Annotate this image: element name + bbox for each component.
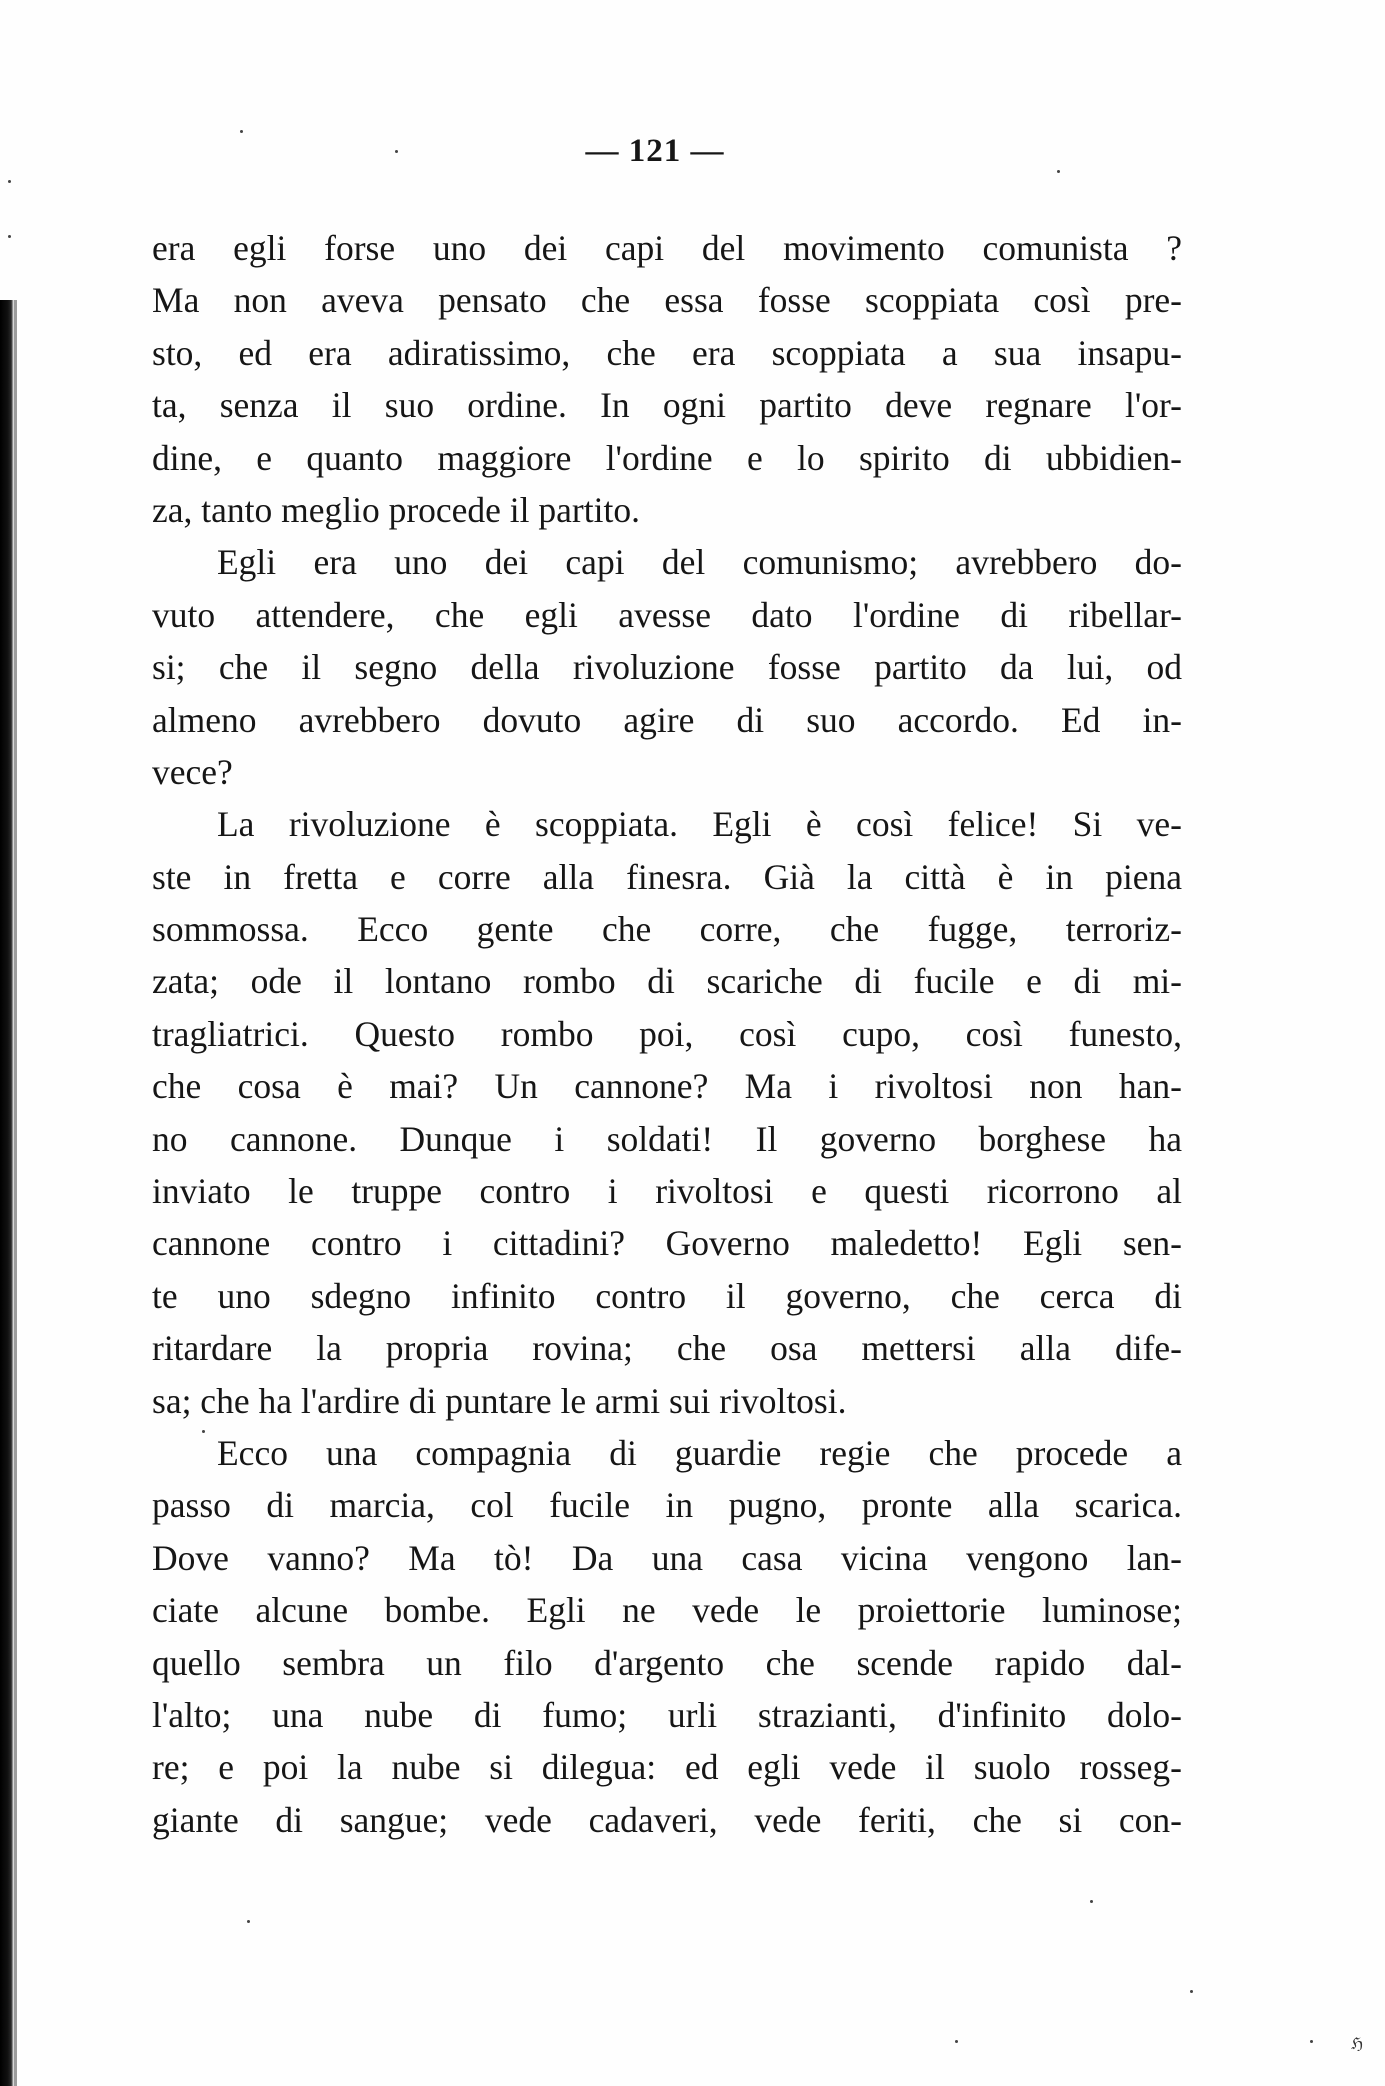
scan-speck: [955, 2040, 958, 2043]
text-line: vuto attendere, che egli avesse dato l'ordine di ribellar-: [152, 594, 1182, 635]
text-line: quello sembra un filo d'argento che scende rapido dal-: [152, 1642, 1182, 1683]
binding-shadow: [0, 300, 14, 2086]
text-line: sa; che ha l'ardire di puntare le armi sui rivoltosi.: [152, 1380, 847, 1421]
text-line: te uno sdegno infinito contro il governo, che cerca di: [152, 1275, 1182, 1316]
text-line: si; che il segno della rivoluzione fosse partito da lui, od: [152, 647, 1182, 688]
scan-speck: [1190, 1990, 1193, 1993]
text-line: no cannone. Dunque i soldati! Il governo borghese ha: [152, 1118, 1182, 1159]
scan-speck: [247, 1920, 250, 1923]
binding-shadow-inner: [14, 300, 17, 2086]
text-line: Ecco una compagnia di guardie regie che procede a: [217, 1432, 1182, 1473]
scan-speck: [1090, 1900, 1093, 1903]
scan-speck: [8, 235, 11, 238]
text-line: re; e poi la nube si dilegua: ed egli vede il suolo rosseg-: [152, 1747, 1182, 1788]
text-line: ta, senza il suo ordine. In ogni partito deve regnare l'or-: [152, 385, 1182, 426]
text-line: za, tanto meglio procede il partito.: [152, 489, 640, 530]
scan-speck: [240, 130, 243, 133]
text-line: giante di sangue; vede cadaveri, vede feriti, che si con-: [152, 1799, 1182, 1840]
text-line: Dove vanno? Ma tò! Da una casa vicina vengono lan-: [152, 1537, 1182, 1578]
corner-mark: ℌ: [1351, 2034, 1364, 2053]
text-line: ste in fretta e corre alla finesra. Già la città è in piena: [152, 856, 1182, 897]
scan-speck: [395, 150, 398, 153]
text-line: ciate alcune bombe. Egli ne vede le proiettorie luminose;: [152, 1590, 1182, 1631]
text-line: dine, e quanto maggiore l'ordine e lo spirito di ubbidien-: [152, 437, 1182, 478]
text-line: ritardare la propria rovina; che osa mettersi alla dife-: [152, 1328, 1182, 1369]
text-line: zata; ode il lontano rombo di scariche di fucile e di mi-: [152, 961, 1182, 1002]
text-line: inviato le truppe contro i rivoltosi e questi ricorrono al: [152, 1171, 1182, 1212]
text-line: passo di marcia, col fucile in pugno, pronte alla scarica.: [152, 1485, 1182, 1526]
text-line: La rivoluzione è scoppiata. Egli è così felice! Si ve-: [217, 804, 1182, 845]
text-line: era egli forse uno dei capi del movimento comunista ?: [152, 228, 1182, 268]
text-line: Egli era uno dei capi del comunismo; avrebbero do-: [217, 542, 1182, 583]
scan-speck: [202, 1430, 205, 1433]
scan-speck: [1057, 170, 1060, 173]
text-line: Ma non aveva pensato che essa fosse scoppiata così pre-: [152, 280, 1182, 321]
text-line: cannone contro i cittadini? Governo maledetto! Egli sen-: [152, 1223, 1182, 1264]
scan-speck: [8, 180, 11, 183]
text-line: che cosa è mai? Un cannone? Ma i rivoltosi non han-: [152, 1066, 1182, 1107]
page-number: — 121 —: [585, 133, 725, 169]
text-line: vece?: [152, 751, 233, 792]
text-line: sto, ed era adiratissimo, che era scoppiata a sua insapu-: [152, 332, 1182, 373]
text-line: almeno avrebbero dovuto agire di suo accordo. Ed in-: [152, 699, 1182, 740]
text-line: tragliatrici. Questo rombo poi, così cupo, così funesto,: [152, 1013, 1182, 1054]
body-text: [152, 222, 1182, 1846]
text-line: sommossa. Ecco gente che corre, che fugge, terroriz-: [152, 909, 1182, 950]
scan-speck: [1310, 2040, 1313, 2043]
text-line: l'alto; una nube di fumo; urli strazianti, d'infinito dolo-: [152, 1694, 1182, 1735]
